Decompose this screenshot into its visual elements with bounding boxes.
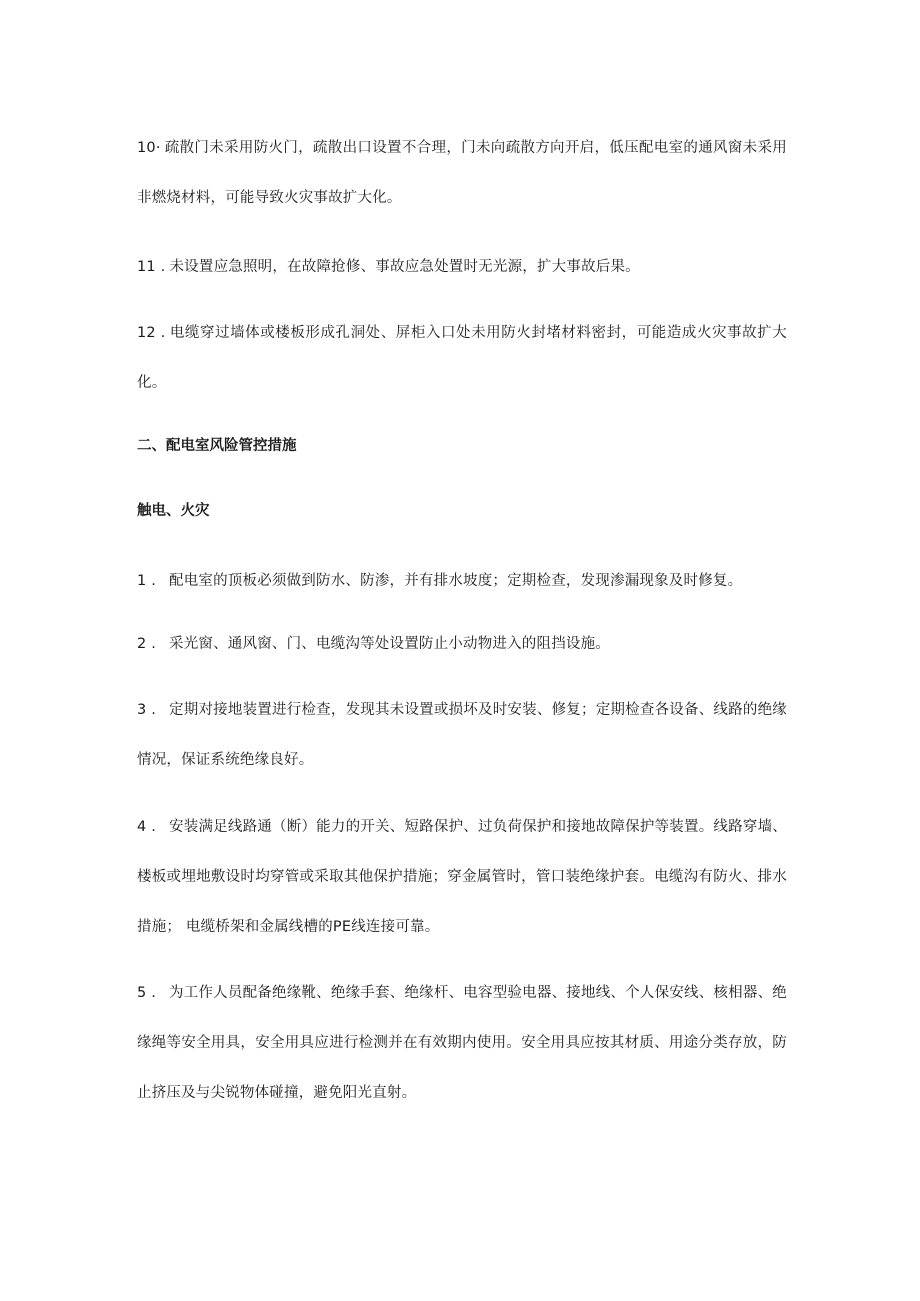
item-text: 定期对接地装置进行检查，发现其未设置或损坏及时安装、修复；定期检查各设备、线路的绝缘情况，保证系统绝缘良好。	[137, 702, 787, 768]
item-text: 为工作人员配备绝缘靴、绝缘手套、绝缘杆、电容型验电器、接地线、个人保安线、核相器、绝缘绳等安全用具，安全用具应进行检测并在有效期内使用。安全用具应按其材质、用途分类存放，防止挤压及与尖锐物体碰撞，避免阳光直射。	[137, 985, 787, 1101]
list-item-2	[137, 619, 787, 669]
item-number: 5 .	[137, 985, 157, 1001]
item-text: 电缆穿过墙体或楼板形成孔洞处、屏柜入口处未用防火封堵材料密封，可能造成火灾事故扩大化。	[137, 325, 787, 391]
list-item-11	[137, 242, 787, 292]
item-number: 11 .	[137, 259, 166, 275]
item-text: 疏散门未采用防火门，疏散出口设置不合理，门未向疏散方向开启，低压配电室的通风窗未采用非燃烧材料，可能导致火灾事故扩大化。	[137, 140, 787, 206]
item-text: 采光窗、通风窗、门、电缆沟等处设置防止小动物进入的阻挡设施。	[169, 636, 610, 652]
list-item-5	[137, 968, 787, 1118]
item-number: 3 .	[137, 702, 157, 718]
list-item-1	[137, 556, 787, 606]
item-number: 12 .	[137, 325, 166, 341]
item-text: 配电室的顶板必须做到防水、防渗，并有排水坡度；定期检查，发现渗漏现象及时修复。	[169, 573, 743, 589]
item-number: 1 .	[137, 573, 157, 589]
list-item-10	[137, 123, 787, 223]
sub-heading: 触电、火灾	[137, 503, 210, 519]
list-item-12	[137, 308, 787, 408]
section-heading: 二、配电室风险管控措施	[137, 438, 297, 454]
item-text: 安装满足线路通（断）能力的开关、短路保护、过负荷保护和接地故障保护等装置。线路穿墙、楼板或埋地敷设时均穿管或采取其他保护措施；穿金属管时，管口装绝缘护套。电缆沟有防火、排水措施； 电缆桥架和金属线槽的PE线连接可靠。	[137, 819, 787, 935]
list-item-4	[137, 802, 787, 952]
item-number: 2 .	[137, 636, 157, 652]
item-number: 4 .	[137, 819, 157, 835]
item-text: 未设置应急照明，在故障抢修、事故应急处置时无光源，扩大事故后果。	[169, 259, 640, 275]
item-number: 10·	[137, 140, 161, 156]
list-item-3	[137, 685, 787, 785]
